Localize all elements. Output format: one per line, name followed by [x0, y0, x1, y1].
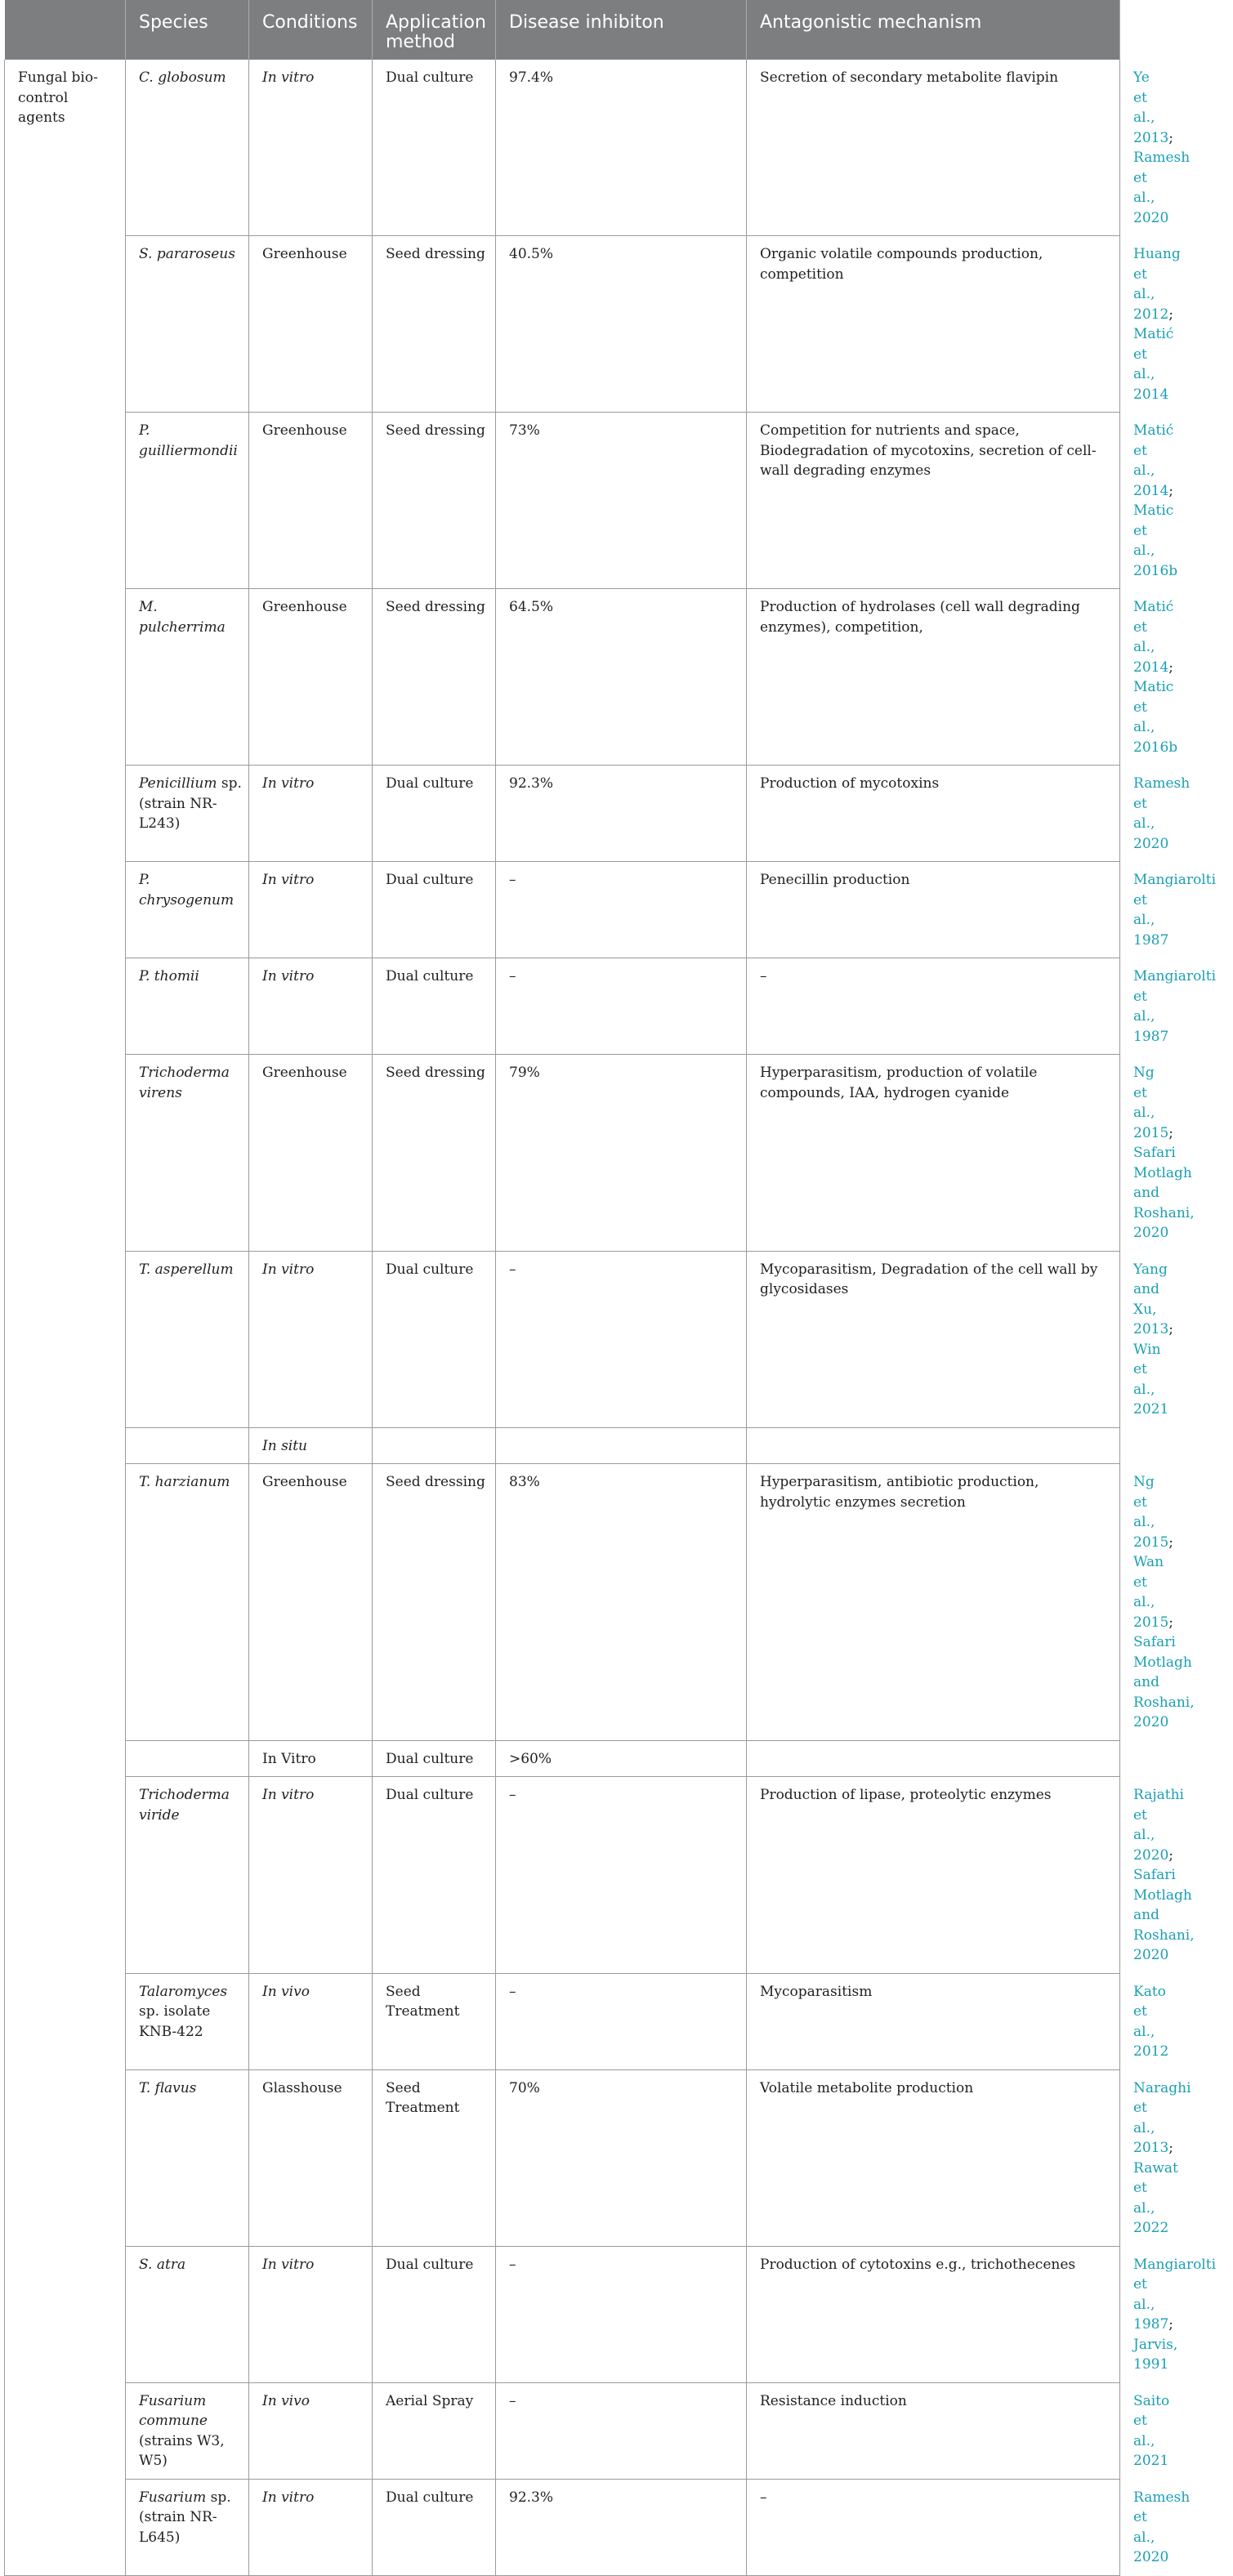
disease-inhibition-cell: – [496, 1777, 747, 1974]
application-method-cell: Dual culture [373, 958, 496, 1055]
table-row: T. flavus Glasshouse Seed Treatment 70% Volatile metabolite production Naraghi et al., 2013; Rawat et al., 2022 [5, 2069, 1120, 2246]
conditions-cell: In vitro [249, 958, 373, 1055]
species-name: T. flavus [139, 2079, 197, 2096]
species-name: sp. (strain NR-L645) [139, 2489, 231, 2546]
application-method-cell: Seed dressing [373, 413, 496, 589]
disease-inhibition-cell: – [496, 2382, 747, 2479]
species-cell [126, 1777, 249, 1974]
table-row: S. pararoseus Greenhouse Seed dressing 40.5% Organic volatile compounds production, competition Huang et al., 2012; Matić et al., 2014 [5, 236, 1120, 413]
reference-link[interactable]: Wan et al., 2015 [1133, 1554, 1169, 1631]
conditions-cell: Greenhouse [249, 236, 373, 413]
application-method-cell: Dual culture [373, 60, 496, 236]
disease-inhibition-cell: 73% [496, 413, 747, 589]
mechanism-cell: Organic volatile compounds production, competition [747, 236, 1120, 413]
species-name: Penicillium [139, 775, 217, 792]
application-method-cell: Aerial Spray [373, 2382, 496, 2479]
reference-link[interactable]: Rajathi et al., 2020 [1133, 1787, 1184, 1864]
species-cell [126, 2069, 249, 2246]
mechanism-cell: Competition for nutrients and space, Biodegradation of mycotoxins, secretion of cell-wall degrading enzymes [747, 413, 1120, 589]
conditions-cell: Greenhouse [249, 413, 373, 589]
disease-inhibition-cell: 97.4% [496, 60, 747, 236]
conditions-cell: In vitro [249, 2246, 373, 2382]
conditions-cell: In vitro [249, 60, 373, 236]
group-label: Fungal bio-control agents [5, 60, 126, 2575]
table-row: Trichoderma viride In vitro Dual culture – Production of lipase, proteolytic enzymes Rajathi et al., 2020; Safari Motlagh and Roshani, 2020 [5, 1777, 1120, 1974]
reference-link[interactable]: Mangiarolti et al., 1987 [1133, 968, 1217, 1045]
species-name: T. harzianum [139, 1474, 230, 1490]
table-row [5, 1427, 1120, 1464]
conditions-cell: In Vitro [249, 1740, 373, 1777]
mechanism-cell: Penecillin production [747, 862, 1120, 958]
mechanism-cell: Production of hydrolases (cell wall degrading enzymes), competition, [747, 589, 1120, 766]
species-cell [126, 862, 249, 958]
col-species: Species [126, 0, 249, 60]
disease-inhibition-cell: 70% [496, 2069, 747, 2246]
reference-link[interactable]: Matic et al., 2016b [1133, 679, 1178, 756]
species-name: C. globosum [139, 69, 226, 86]
reference-link[interactable]: Matić et al., 2014 [1133, 422, 1174, 499]
species-name: P. guilliermondii [139, 422, 238, 459]
disease-inhibition-cell: – [496, 1973, 747, 2069]
species-cell [126, 1740, 249, 1777]
col-antagonistic-mechanism: Antagonistic mechanism [747, 0, 1120, 60]
conditions-cell: In vitro [249, 862, 373, 958]
table-body [5, 60, 1217, 2575]
species-cell [126, 1973, 249, 2069]
table-row [5, 2479, 1120, 2575]
species-cell [126, 958, 249, 1055]
species-cell [126, 2246, 249, 2382]
table-row: T. harzianum Greenhouse Seed dressing 83% Hyperparasitism, antibiotic production, hydrolytic enzymes secretion Ng et al., 2015; Wan et al., 2015; Safari Motlagh and Roshani, 2020 [5, 1464, 1120, 1741]
species-name: sp. isolate KNB-422 [139, 2003, 211, 2040]
disease-inhibition-cell: >60% [496, 1740, 747, 1777]
disease-inhibition-cell: 83% [496, 1464, 747, 1741]
application-method-cell: Dual culture [373, 2479, 496, 2575]
table-row [5, 958, 1120, 1055]
species-name: Trichoderma virens [139, 1065, 230, 1101]
application-method-cell: Dual culture [373, 766, 496, 862]
application-method-cell: Seed dressing [373, 1055, 496, 1252]
mechanism-cell: Mycoparasitism [747, 1973, 1120, 2069]
table-row: Trichoderma virens Greenhouse Seed dressing 79% Hyperparasitism, production of volatile compounds, IAA, hydrogen cyanide Ng et al., 2015; Safari Motlagh and Roshani, 2020 [5, 1055, 1120, 1252]
reference-link[interactable]: Rawat et al., 2022 [1133, 2159, 1178, 2236]
table-row [5, 1740, 1120, 1777]
reference-link[interactable]: Ye et al., 2013 [1133, 69, 1169, 146]
species-name: P. chrysogenum [139, 872, 235, 909]
reference-link[interactable]: Kato et al., 2012 [1133, 1983, 1169, 2060]
reference-link[interactable]: Safari Motlagh and Roshani, 2020 [1133, 1145, 1195, 1241]
col-conditions: Conditions [249, 0, 373, 60]
application-method-cell: Dual culture [373, 1740, 496, 1777]
table-row: T. asperellum In vitro Dual culture – Mycoparasitism, Degradation of the cell wall by glycosidases Yang and Xu, 2013; Win et al., 2021 [5, 1251, 1120, 1427]
species-cell [126, 413, 249, 589]
conditions-cell: In vitro [249, 2479, 373, 2575]
application-method-cell: Seed dressing [373, 236, 496, 413]
mechanism-cell: Mycoparasitism, Degradation of the cell wall by glycosidases [747, 1251, 1120, 1427]
reference-link[interactable]: Safari Motlagh and Roshani, 2020 [1133, 1634, 1195, 1730]
reference-link[interactable]: Ramesh et al., 2020 [1133, 2489, 1191, 2565]
disease-inhibition-cell: 64.5% [496, 589, 747, 766]
reference-link[interactable]: Ramesh et al., 2020 [1133, 775, 1191, 852]
table-row [5, 1973, 1120, 2069]
species-table [4, 0, 1233, 2576]
species-name: S. pararoseus [139, 246, 235, 262]
reference-link[interactable]: Yang and Xu, 2013 [1133, 1261, 1169, 1337]
reference-link[interactable]: Ramesh et al., 2020 [1133, 150, 1191, 226]
disease-inhibition-cell: 79% [496, 1055, 747, 1252]
disease-inhibition-cell: – [496, 2246, 747, 2382]
mechanism-cell [747, 1427, 1120, 1464]
species-cell [126, 766, 249, 862]
species-name: M. pulcherrima [139, 599, 226, 636]
table-row: P. guilliermondii Greenhouse Seed dressing 73% Competition for nutrients and space, Biodegradation of mycotoxins, secretion of cell-wall degrading enzymes Matić et al., 2014; Matic et al., 2016b [5, 413, 1120, 589]
mechanism-cell: Hyperparasitism, antibiotic production, hydrolytic enzymes secretion [747, 1464, 1120, 1741]
mechanism-cell: Production of lipase, proteolytic enzymes [747, 1777, 1120, 1974]
disease-inhibition-cell: – [496, 862, 747, 958]
disease-inhibition-cell: 40.5% [496, 236, 747, 413]
mechanism-cell: – [747, 958, 1120, 1055]
table-row: M. pulcherrima Greenhouse Seed dressing 64.5% Production of hydrolases (cell wall degrading enzymes), competition, Matić et al., 2014; Matic et al., 2016b [5, 589, 1120, 766]
conditions-cell: Greenhouse [249, 1464, 373, 1741]
application-method-cell: Seed dressing [373, 589, 496, 766]
species-cell [126, 1427, 249, 1464]
conditions-cell: In vivo [249, 2382, 373, 2479]
reference-link[interactable]: Jarvis, 1991 [1133, 2336, 1178, 2373]
species-name: T. asperellum [139, 1261, 234, 1278]
header-row: Species Conditions Application method Disease inhibiton Antagonistic mechanism References [5, 0, 1120, 60]
mechanism-cell: Volatile metabolite production [747, 2069, 1120, 2246]
species-name: S. atra [139, 2256, 186, 2273]
mechanism-cell: Secretion of secondary metabolite flavipin [747, 60, 1120, 236]
application-method-cell: Dual culture [373, 1251, 496, 1427]
reference-link[interactable]: Ng et al., 2015 [1133, 1065, 1169, 1141]
application-method-cell: Seed Treatment [373, 2069, 496, 2246]
conditions-cell: Greenhouse [249, 589, 373, 766]
mechanism-cell: Production of mycotoxins [747, 766, 1120, 862]
disease-inhibition-cell [496, 1427, 747, 1464]
species-cell [126, 1464, 249, 1741]
table-row [5, 2382, 1120, 2479]
species-name: Trichoderma viride [139, 1787, 230, 1824]
species-name: P. thomii [139, 968, 199, 984]
species-cell [126, 589, 249, 766]
species-name: Fusarium commune [139, 2392, 208, 2429]
mechanism-cell: – [747, 2479, 1120, 2575]
conditions-cell: Glasshouse [249, 2069, 373, 2246]
table-row: Fungal bio-control agents C. globosum In vitro Dual culture 97.4% Secretion of secondary metabolite flavipin Ye et al., 2013; Ramesh et al., 2020 [5, 60, 1120, 236]
application-method-cell [373, 1427, 496, 1464]
table-row [5, 862, 1120, 958]
application-method-cell: Seed Treatment [373, 1973, 496, 2069]
mechanism-cell: Hyperparasitism, production of volatile compounds, IAA, hydrogen cyanide [747, 1055, 1120, 1252]
conditions-cell: In vitro [249, 1777, 373, 1974]
col-application-method: Application method [373, 0, 496, 60]
disease-inhibition-cell: – [496, 958, 747, 1055]
application-method-cell: Dual culture [373, 2246, 496, 2382]
application-method-cell: Dual culture [373, 862, 496, 958]
reference-link[interactable]: Matic et al., 2016b [1133, 502, 1178, 579]
species-name: Talaromyces [139, 1983, 228, 2000]
reference-link[interactable]: Saito et al., 2021 [1133, 2392, 1170, 2469]
species-cell [126, 2479, 249, 2575]
table-row: S. atra In vitro Dual culture – Production of cytotoxins e.g., trichothecenes Mangiarolti et al., 1987; Jarvis, 1991 [5, 2246, 1120, 2382]
species-name: sp. (strain NR-L243) [139, 775, 242, 832]
species-cell [126, 60, 249, 236]
conditions-cell: In vivo [249, 1973, 373, 2069]
disease-inhibition-cell: 92.3% [496, 2479, 747, 2575]
disease-inhibition-cell: – [496, 1251, 747, 1427]
species-name: (strains W3, W5) [139, 2432, 225, 2469]
disease-inhibition-cell: 92.3% [496, 766, 747, 862]
col-group [5, 0, 126, 60]
reference-link[interactable]: Safari Motlagh and Roshani, 2020 [1133, 1867, 1195, 1963]
reference-link[interactable]: Win et al., 2021 [1133, 1341, 1169, 1417]
conditions-cell: Greenhouse [249, 1055, 373, 1252]
conditions-cell: In vitro [249, 766, 373, 862]
conditions-cell: In situ [249, 1427, 373, 1464]
reference-link[interactable]: Naraghi et al., 2013 [1133, 2079, 1191, 2156]
species-cell [126, 2382, 249, 2479]
reference-link[interactable]: Huang et al., 2012 [1133, 246, 1181, 323]
reference-link[interactable]: Mangiarolti et al., 1987 [1133, 872, 1217, 949]
reference-link[interactable]: Ng et al., 2015 [1133, 1474, 1169, 1551]
table-row [5, 766, 1120, 862]
species-name: Fusarium [139, 2489, 207, 2506]
mechanism-cell [747, 1740, 1120, 1777]
application-method-cell: Seed dressing [373, 1464, 496, 1741]
reference-link[interactable]: Mangiarolti et al., 1987 [1133, 2256, 1217, 2333]
species-cell [126, 236, 249, 413]
mechanism-cell: Production of cytotoxins e.g., trichothecenes [747, 2246, 1120, 2382]
conditions-cell: In vitro [249, 1251, 373, 1427]
application-method-cell: Dual culture [373, 1777, 496, 1974]
species-cell [126, 1055, 249, 1252]
mechanism-cell: Resistance induction [747, 2382, 1120, 2479]
reference-link[interactable]: Matić et al., 2014 [1133, 326, 1174, 403]
reference-link[interactable]: Matić et al., 2014 [1133, 599, 1174, 676]
col-disease-inhibition: Disease inhibiton [496, 0, 747, 60]
species-cell [126, 1251, 249, 1427]
